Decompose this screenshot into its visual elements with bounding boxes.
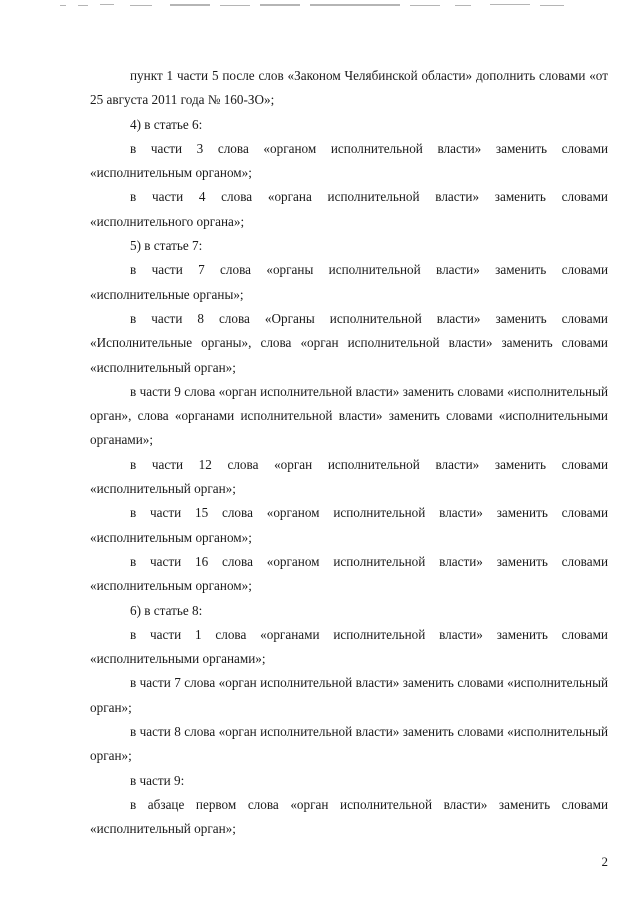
paragraph: пункт 1 части 5 после слов «Законом Челябинской области» дополнить словами «от 25 августа 2011 года № 160-ЗО»; (90, 68, 608, 108)
paragraph: в абзаце первом слова «орган исполнительной власти» заменить словами «исполнительный орган»; (90, 796, 608, 837)
paragraph: в части 8 слова «Органы исполнительной власти» заменить словами «Исполнительные органы», слова «орган исполнительной власти» заменить словами «исполнительный орган»; (90, 310, 608, 375)
paragraph: в части 4 слова «органа исполнительной власти» заменить словами «исполнительного органа»; (90, 189, 608, 229)
paragraph: в части 9 слова «орган исполнительной власти» заменить словами «исполнительный орган», слова «органами исполнительной власти» заменить словами «исполнительными органами»; (90, 383, 608, 448)
paragraph: в части 7 слова «орган исполнительной власти» заменить словами «исполнительный орган»; (90, 675, 608, 715)
paragraph: в части 16 слова «органом исполнительной власти» заменить словами «исполнительным органом»; (90, 553, 608, 594)
paragraph: в части 9: (130, 772, 185, 788)
paragraph: в части 12 слова «орган исполнительной власти» заменить словами «исполнительный орган»; (90, 456, 608, 497)
page-number: 2 (601, 854, 608, 869)
paragraph: 6) в статье 8: (130, 602, 203, 618)
paragraph: в части 7 слова «органы исполнительной власти» заменить словами «исполнительные органы»; (90, 262, 608, 302)
paragraph: в части 15 слова «органом исполнительной власти» заменить словами «исполнительным органом»; (90, 505, 608, 545)
paragraph: в части 1 слова «органами исполнительной власти» заменить словами «исполнительными органами»; (90, 626, 608, 667)
paragraph: в части 3 слова «органом исполнительной власти» заменить словами «исполнительным органом»; (90, 140, 608, 181)
paragraph: 4) в статье 6: (130, 116, 203, 132)
document-body (90, 64, 608, 842)
paragraph: 5) в статье 7: (130, 238, 203, 254)
scan-artifact-line (60, 2, 580, 10)
paragraph: в части 8 слова «орган исполнительной власти» заменить словами «исполнительный орган»; (90, 724, 608, 764)
